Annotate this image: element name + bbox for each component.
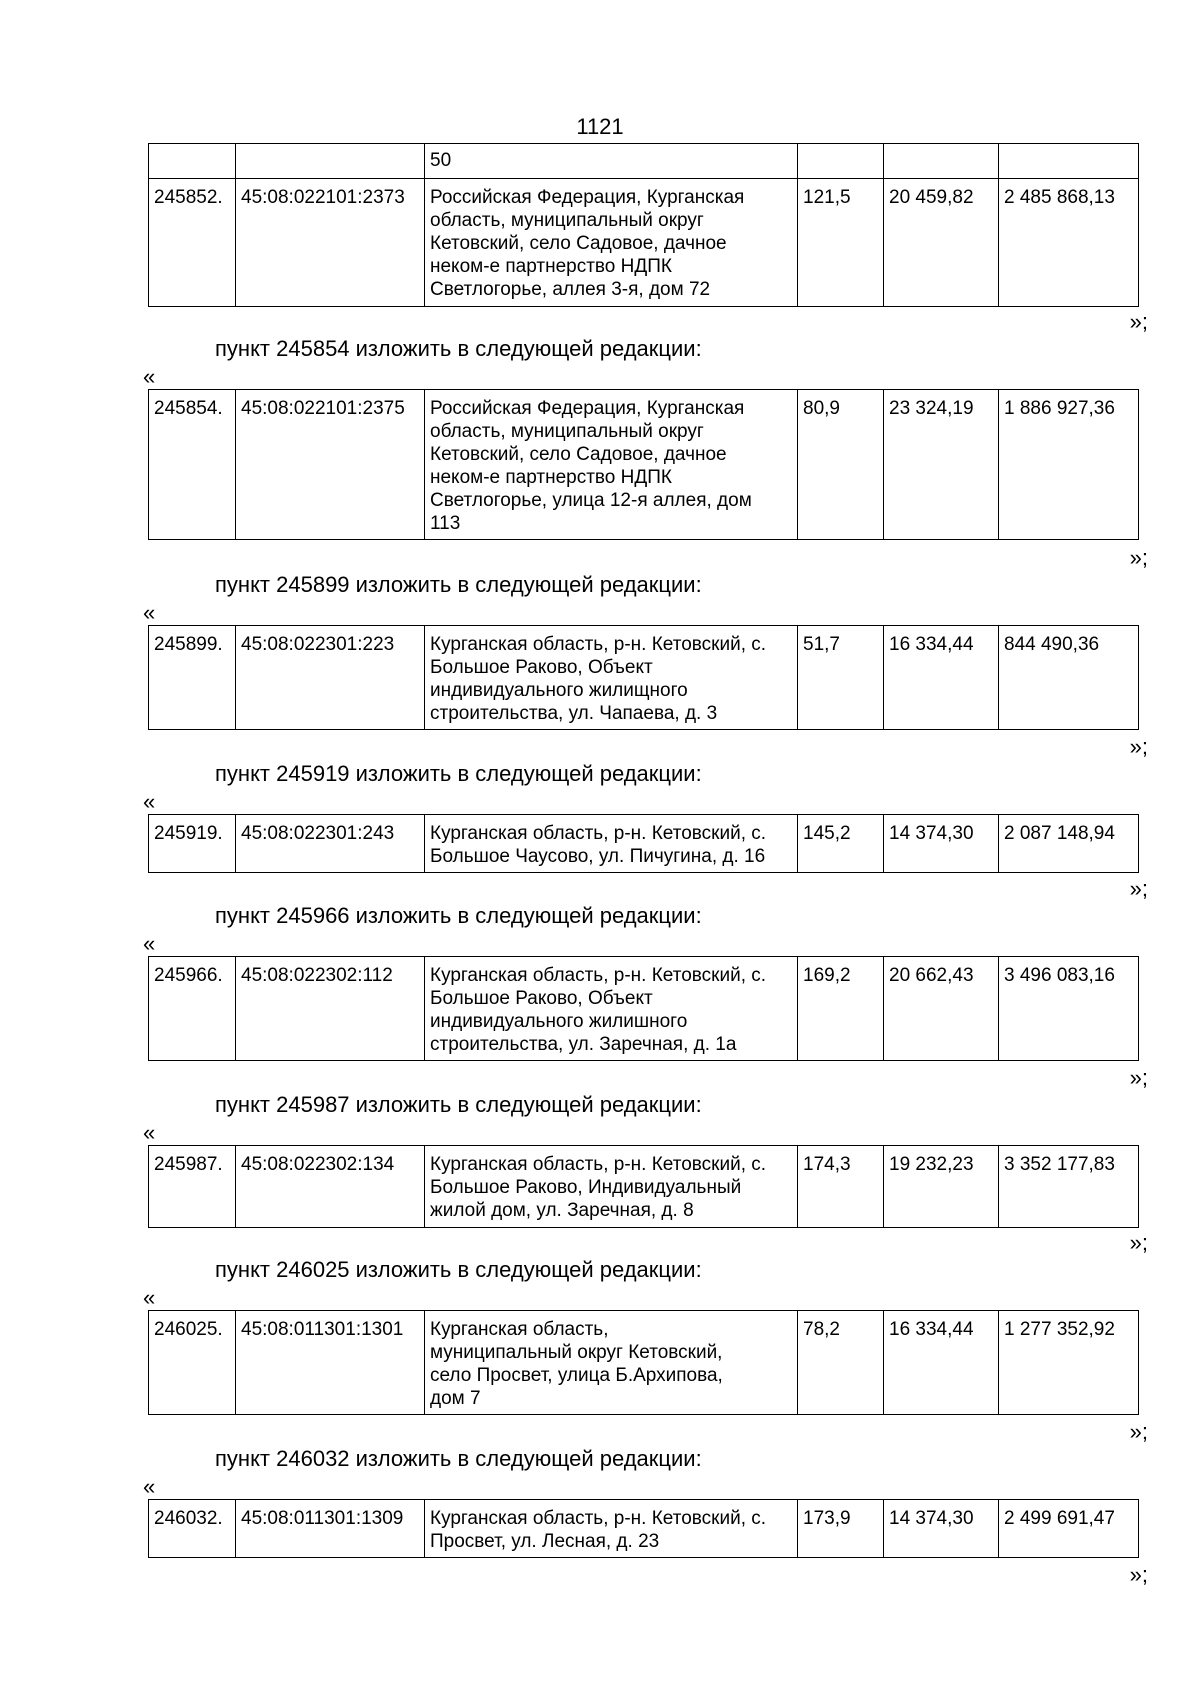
cell-address: Курганская область, р-н. Кетовский, с. Просвет, ул. Лесная, д. 23 (425, 1500, 798, 1558)
cell-price: 14 374,30 (884, 815, 999, 873)
register-table (148, 625, 1139, 730)
cell-address: Российская Федерация, Курганская область, муниципальный округ Кетовский, село Садовое, дачное неком-е партнерство НДПК Светлогорье, улица 12-я аллея, дом 113 (425, 390, 798, 540)
opening-quote: « (143, 1285, 156, 1310)
cell-value: 2 485 868,13 (999, 179, 1139, 307)
register-table (148, 1499, 1139, 1558)
table-row (149, 144, 1139, 179)
cell-id: 246032. (149, 1500, 236, 1558)
closing-quote: »; (1129, 734, 1148, 759)
cell-value: 1 886 927,36 (999, 390, 1139, 540)
cell-price: 20 662,43 (884, 957, 999, 1061)
cell-value: 3 352 177,83 (999, 1146, 1139, 1228)
opening-quote: « (143, 364, 156, 389)
table-row (149, 815, 1139, 873)
opening-quote: « (143, 1474, 156, 1499)
cell-cadastral: 45:08:011301:1301 (236, 1311, 425, 1415)
cell-area (798, 144, 884, 179)
closing-quote: »; (1129, 1065, 1148, 1090)
opening-quote: « (143, 789, 156, 814)
cell-value: 2 087 148,94 (999, 815, 1139, 873)
table-row (149, 390, 1139, 540)
table-row (149, 179, 1139, 307)
table-row (149, 957, 1139, 1061)
cell-price: 16 334,44 (884, 1311, 999, 1415)
cell-area: 169,2 (798, 957, 884, 1061)
cell-area: 80,9 (798, 390, 884, 540)
table-row (149, 1146, 1139, 1228)
cell-cadastral: 45:08:011301:1309 (236, 1500, 425, 1558)
register-table (148, 389, 1139, 540)
cell-value: 3 496 083,16 (999, 957, 1139, 1061)
cell-value: 2 499 691,47 (999, 1500, 1139, 1558)
cell-area: 145,2 (798, 815, 884, 873)
cell-area: 174,3 (798, 1146, 884, 1228)
closing-quote: »; (1129, 1419, 1148, 1444)
closing-quote: »; (1129, 309, 1148, 334)
cell-price: 20 459,82 (884, 179, 999, 307)
cell-cadastral: 45:08:022302:134 (236, 1146, 425, 1228)
table-row (149, 1311, 1139, 1415)
cell-address: Российская Федерация, Курганская область, муниципальный округ Кетовский, село Садовое, дачное неком-е партнерство НДПК Светлогорье, аллея 3-я, дом 72 (425, 179, 798, 307)
cell-cadastral: 45:08:022302:112 (236, 957, 425, 1061)
page-number: 1121 (576, 114, 624, 139)
closing-quote: »; (1129, 1230, 1148, 1255)
cell-area: 78,2 (798, 1311, 884, 1415)
register-table (148, 1310, 1139, 1415)
cell-id (149, 144, 236, 179)
cell-price: 14 374,30 (884, 1500, 999, 1558)
cell-id: 246025. (149, 1311, 236, 1415)
cell-cadastral: 45:08:022101:2375 (236, 390, 425, 540)
cell-price (884, 144, 999, 179)
section-heading: пункт 245987 изложить в следующей редакции: (215, 1092, 702, 1117)
opening-quote: « (143, 931, 156, 956)
cell-id: 245919. (149, 815, 236, 873)
cell-cadastral: 45:08:022301:243 (236, 815, 425, 873)
cell-cadastral: 45:08:022101:2373 (236, 179, 425, 307)
section-heading: пункт 245966 изложить в следующей редакции: (215, 903, 702, 928)
cell-id: 245854. (149, 390, 236, 540)
section-heading: пункт 245899 изложить в следующей редакции: (215, 572, 702, 597)
cell-address: Курганская область, р-н. Кетовский, с. Большое Раково, Объект индивидуального жилищного строительства, ул. Чапаева, д. 3 (425, 626, 798, 730)
section-heading: пункт 245854 изложить в следующей редакции: (215, 336, 702, 361)
cell-area: 173,9 (798, 1500, 884, 1558)
cell-address: 50 (425, 144, 798, 179)
register-table (148, 1145, 1139, 1228)
cell-id: 245987. (149, 1146, 236, 1228)
cell-id: 245966. (149, 957, 236, 1061)
table-row (149, 1500, 1139, 1558)
register-table (148, 956, 1139, 1061)
register-table-top (148, 143, 1139, 307)
table-row (149, 626, 1139, 730)
opening-quote: « (143, 600, 156, 625)
section-heading: пункт 246025 изложить в следующей редакции: (215, 1257, 702, 1282)
cell-area: 121,5 (798, 179, 884, 307)
cell-price: 23 324,19 (884, 390, 999, 540)
cell-address: Курганская область, р-н. Кетовский, с. Большое Чаусово, ул. Пичугина, д. 16 (425, 815, 798, 873)
section-heading: пункт 246032 изложить в следующей редакции: (215, 1446, 702, 1471)
cell-address: Курганская область, р-н. Кетовский, с. Большое Раково, Объект индивидуального жилишного строительства, ул. Заречная, д. 1а (425, 957, 798, 1061)
closing-quote: »; (1129, 876, 1148, 901)
register-table (148, 814, 1139, 873)
cell-id: 245899. (149, 626, 236, 730)
cell-cadastral: 45:08:022301:223 (236, 626, 425, 730)
cell-address: Курганская область, р-н. Кетовский, с. Большое Раково, Индивидуальный жилой дом, ул. Заречная, д. 8 (425, 1146, 798, 1228)
cell-area: 51,7 (798, 626, 884, 730)
section-heading: пункт 245919 изложить в следующей редакции: (215, 761, 702, 786)
cell-value: 1 277 352,92 (999, 1311, 1139, 1415)
cell-price: 16 334,44 (884, 626, 999, 730)
cell-id: 245852. (149, 179, 236, 307)
closing-quote: »; (1129, 1562, 1148, 1587)
cell-price: 19 232,23 (884, 1146, 999, 1228)
cell-address: Курганская область, муниципальный округ Кетовский, село Просвет, улица Б.Архипова, дом 7 (425, 1311, 798, 1415)
closing-quote: »; (1129, 545, 1148, 570)
cell-cadastral (236, 144, 425, 179)
cell-value: 844 490,36 (999, 626, 1139, 730)
cell-value (999, 144, 1139, 179)
opening-quote: « (143, 1120, 156, 1145)
